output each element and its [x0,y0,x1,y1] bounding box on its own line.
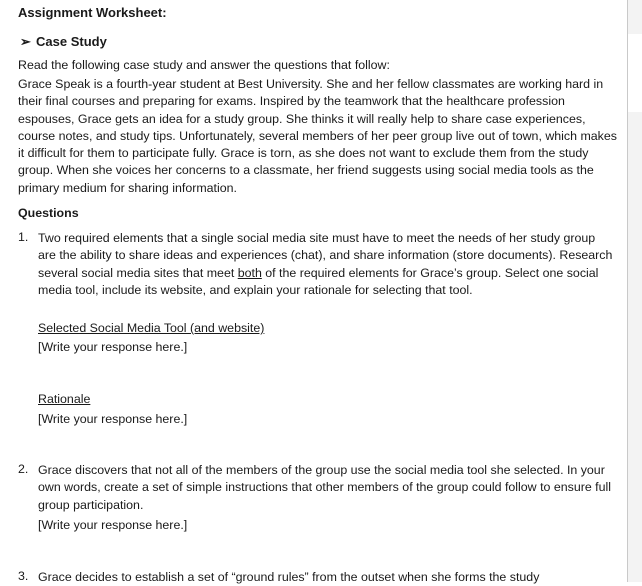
question-1-number: 1. [18,230,29,244]
question-3-text: Grace decides to establish a set of “ground rules” from the outset when she forms the study [38,570,540,584]
question-1-text-before: Two required elements that a single social media site must have to meet the needs of her study group are the ability to share ideas and experiences (chat), and share information (store documents). Research several social media sites that meet [38,231,613,280]
case-study-heading-text: Case Study [36,34,107,49]
q1-selected-tool-label: Selected Social Media Tool (and website) [38,321,265,335]
case-study-heading [20,34,107,50]
question-1-text [38,230,613,299]
q2-response[interactable]: [Write your response here.] [38,518,188,532]
arrow-bullet-icon: ➢ [20,34,31,49]
question-2-text: Grace discovers that not all of the members of the group use the social media tool she selected. In your own words, create a set of simple instructions that other members of the group could follow to ensure full group participation. [38,463,612,512]
q1-selected-tool-response[interactable]: [Write your response here.] [38,340,188,354]
question-3-number: 3. [18,569,29,583]
case-study-intro: Read the following case study and answer the questions that follow: [18,58,390,72]
document-title: Assignment Worksheet: [18,5,167,20]
q1-rationale-label: Rationale [38,392,91,406]
question-2-number: 2. [18,462,29,476]
right-edge-notch [627,34,642,112]
question-1-text-after: of the required elements for Grace’s group. Select one social media tool, include its website, and explain your rationale for selecting that tool. [38,265,599,297]
question-1-emphasis: both [237,265,262,280]
q1-rationale-response[interactable]: [Write your response here.] [38,412,188,426]
case-study-paragraph: Grace Speak is a fourth-year student at Best University. She and her fellow classmates are working hard in their final courses and preparing for exams. Inspired by the teamwork that the healthcare profession espouses, Grace gets an idea for a study group. She thinks it will really help to share case experiences, course notes, and study tips. Unfortunately, several members of her peer group live out of town, which makes it difficult for them to participate fully. Grace is torn, as she does not want to exclude them from the study group. When she voices her concerns to a classmate, her friend suggests using social media tools as the primary medium for sharing information. [18,77,617,195]
questions-heading: Questions [18,206,79,220]
